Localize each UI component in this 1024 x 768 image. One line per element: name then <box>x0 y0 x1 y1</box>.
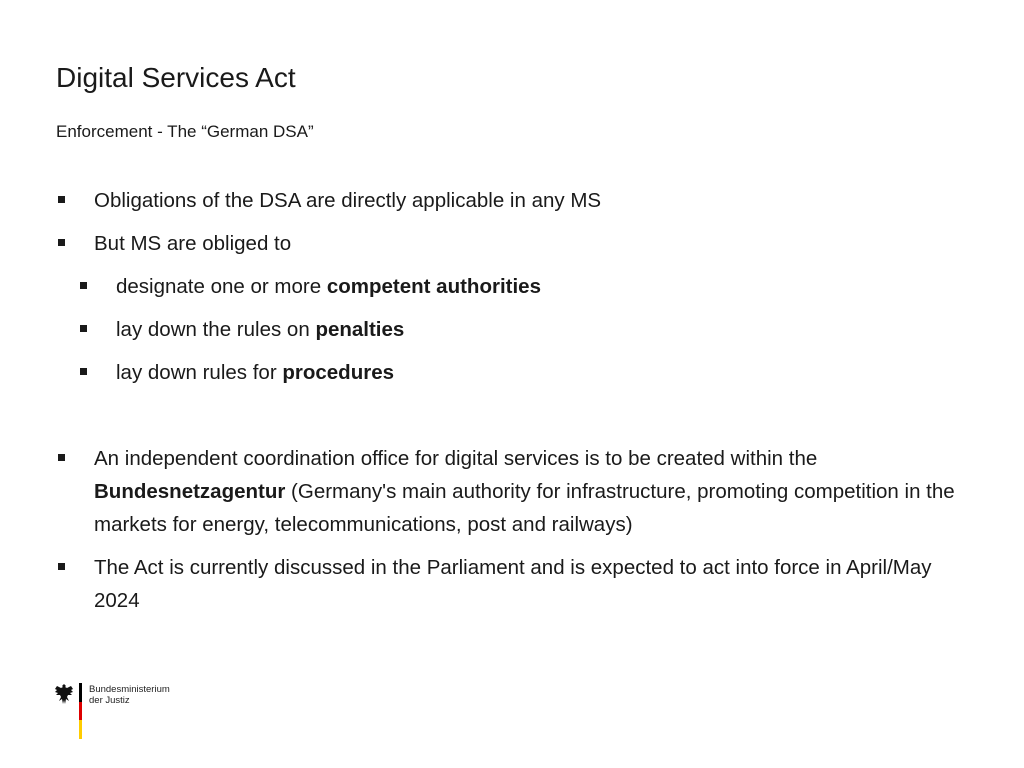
bullet-emphasis: Bundesnetzagentur <box>94 480 286 503</box>
german-flag-stripe <box>79 683 82 739</box>
bullet-text-suffix: (Germany's main authority for infrastructure, promoting competition in the markets for energy, telecommunications, post and railways) <box>94 480 955 536</box>
bullet-list <box>56 184 966 627</box>
bullet-ms-obliged <box>56 227 966 260</box>
bullet-act-status <box>56 551 966 617</box>
bullet-emphasis: competent authorities <box>326 275 541 298</box>
bullet-square-icon <box>58 239 65 246</box>
bullet-square-icon <box>80 325 87 332</box>
ministry-name <box>89 684 170 706</box>
flag-black <box>79 683 82 702</box>
bullet-coordination-office <box>56 442 966 541</box>
bullet-square-icon <box>58 563 65 570</box>
bullet-text: lay down the rules on <box>116 318 316 341</box>
bullet-obligations <box>56 184 966 217</box>
bullet-emphasis: procedures <box>282 361 395 384</box>
bullet-text: lay down rules for <box>116 361 283 384</box>
bullet-text: designate one or more <box>116 275 327 298</box>
flag-red <box>79 702 82 721</box>
ministry-name-line1: Bundesministerium <box>89 684 170 695</box>
federal-eagle-icon <box>54 683 74 705</box>
bullet-square-icon <box>58 196 65 203</box>
spacer <box>56 399 966 442</box>
bullet-text: An independent coordination office for digital services is to be created within the <box>94 447 818 470</box>
bullet-square-icon <box>58 454 65 461</box>
sub-bullet-authorities <box>56 270 966 303</box>
slide-subtitle: Enforcement - The “German DSA” <box>56 122 314 141</box>
bullet-square-icon <box>80 368 87 375</box>
flag-gold <box>79 720 82 739</box>
sub-bullet-penalties <box>56 313 966 346</box>
ministry-name-line2: der Justiz <box>89 695 130 706</box>
sub-bullet-procedures <box>56 356 966 389</box>
slide-title: Digital Services Act <box>56 62 296 93</box>
bullet-emphasis: penalties <box>315 318 405 341</box>
bullet-text: But MS are obliged to <box>94 232 292 255</box>
bullet-text: Obligations of the DSA are directly applicable in any MS <box>94 189 602 212</box>
bullet-square-icon <box>80 282 87 289</box>
bullet-text: The Act is currently discussed in the Parliament and is expected to act into force in April/May 2024 <box>94 556 932 612</box>
